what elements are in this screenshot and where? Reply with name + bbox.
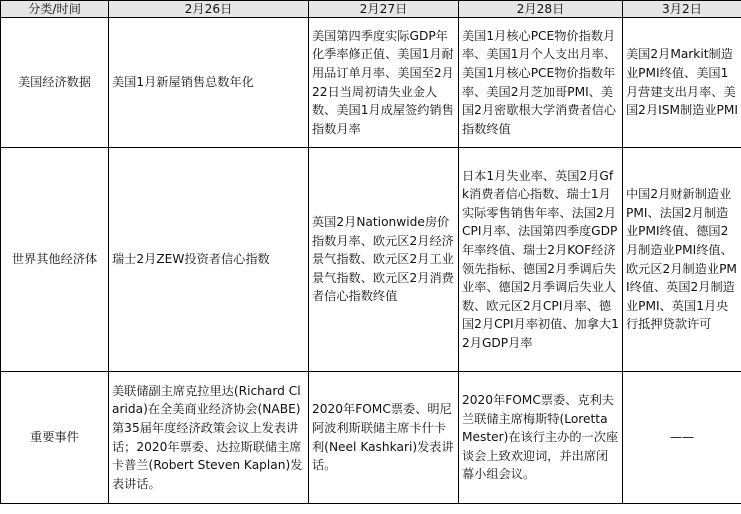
table-cell: 美国1月核心PCE物价指数月率、美国1月个人支出月率、美国1月核心PCE物价指数年率、美国2月芝加哥PMI、美国2月密歇根大学消费者信心指数终值 — [459, 18, 623, 148]
table-cell: 美国第四季度实际GDP年化季率修正值、美国1月耐用品订单月率、美国至2月22日当周初请失业金人数、美国1月成屋签约销售指数月率 — [309, 18, 459, 148]
row-label-other-economies: 世界其他经济体 — [1, 148, 109, 372]
table-cell: 2020年FOMC票委、克利夫兰联储主席梅斯特(Loretta Mester)在该行主办的一次座谈会上致欢迎词，并出席闭幕小组会议。 — [459, 372, 623, 504]
table-cell-empty-dash: —— — [623, 372, 741, 504]
table-cell: 英国2月Nationwide房价指数月率、欧元区2月经济景气指数、欧元区2月工业景气指数、欧元区2月消费者信心指数终值 — [309, 148, 459, 372]
header-category-time: 分类/时间 — [1, 1, 109, 18]
header-feb-27: 2月27日 — [309, 1, 459, 18]
table-row — [1, 372, 741, 504]
header-feb-28: 2月28日 — [459, 1, 623, 18]
table-cell: 瑞士2月ZEW投资者信心指数 — [109, 148, 309, 372]
row-label-major-events: 重要事件 — [1, 372, 109, 504]
row-label-us-economic-data: 美国经济数据 — [1, 18, 109, 148]
header-feb-26: 2月26日 — [109, 1, 309, 18]
table-cell: 日本1月失业率、英国2月Gfk消费者信心指数、瑞士1月实际零售销售年率、法国2月CPI月率、法国第四季度GDP年率终值、瑞士2月KOF经济领先指标、德国2月季调后失业率、德国2月季调后失业人数、欧元区2月CPI月率、德国2月CPI月率初值、加拿大12月GDP月率 — [459, 148, 623, 372]
table-cell: 美联储副主席克拉里达(Richard Clarida)在全美商业经济协会(NABE)第35届年度经济政策会议上发表讲话；2020年票委、达拉斯联储主席卡普兰(Robert Steven Kaplan)发表讲话。 — [109, 372, 309, 504]
table-cell: 美国2月Markit制造业PMI终值、美国1月营建支出月率、美国2月ISM制造业PMI — [623, 18, 741, 148]
table-cell: 中国2月财新制造业PMI、法国2月制造业PMI终值、德国2月制造业PMI终值、欧元区2月制造业PMI终值、英国2月制造业PMI、英国1月央行抵押贷款许可 — [623, 148, 741, 372]
header-row — [1, 1, 741, 18]
table-cell: 美国1月新屋销售总数年化 — [109, 18, 309, 148]
table-cell: 2020年FOMC票委、明尼阿波利斯联储主席卡什卡利(Neel Kashkari)发表讲话。 — [309, 372, 459, 504]
table-row — [1, 148, 741, 372]
header-mar-02: 3月2日 — [623, 1, 741, 18]
table-row — [1, 18, 741, 148]
